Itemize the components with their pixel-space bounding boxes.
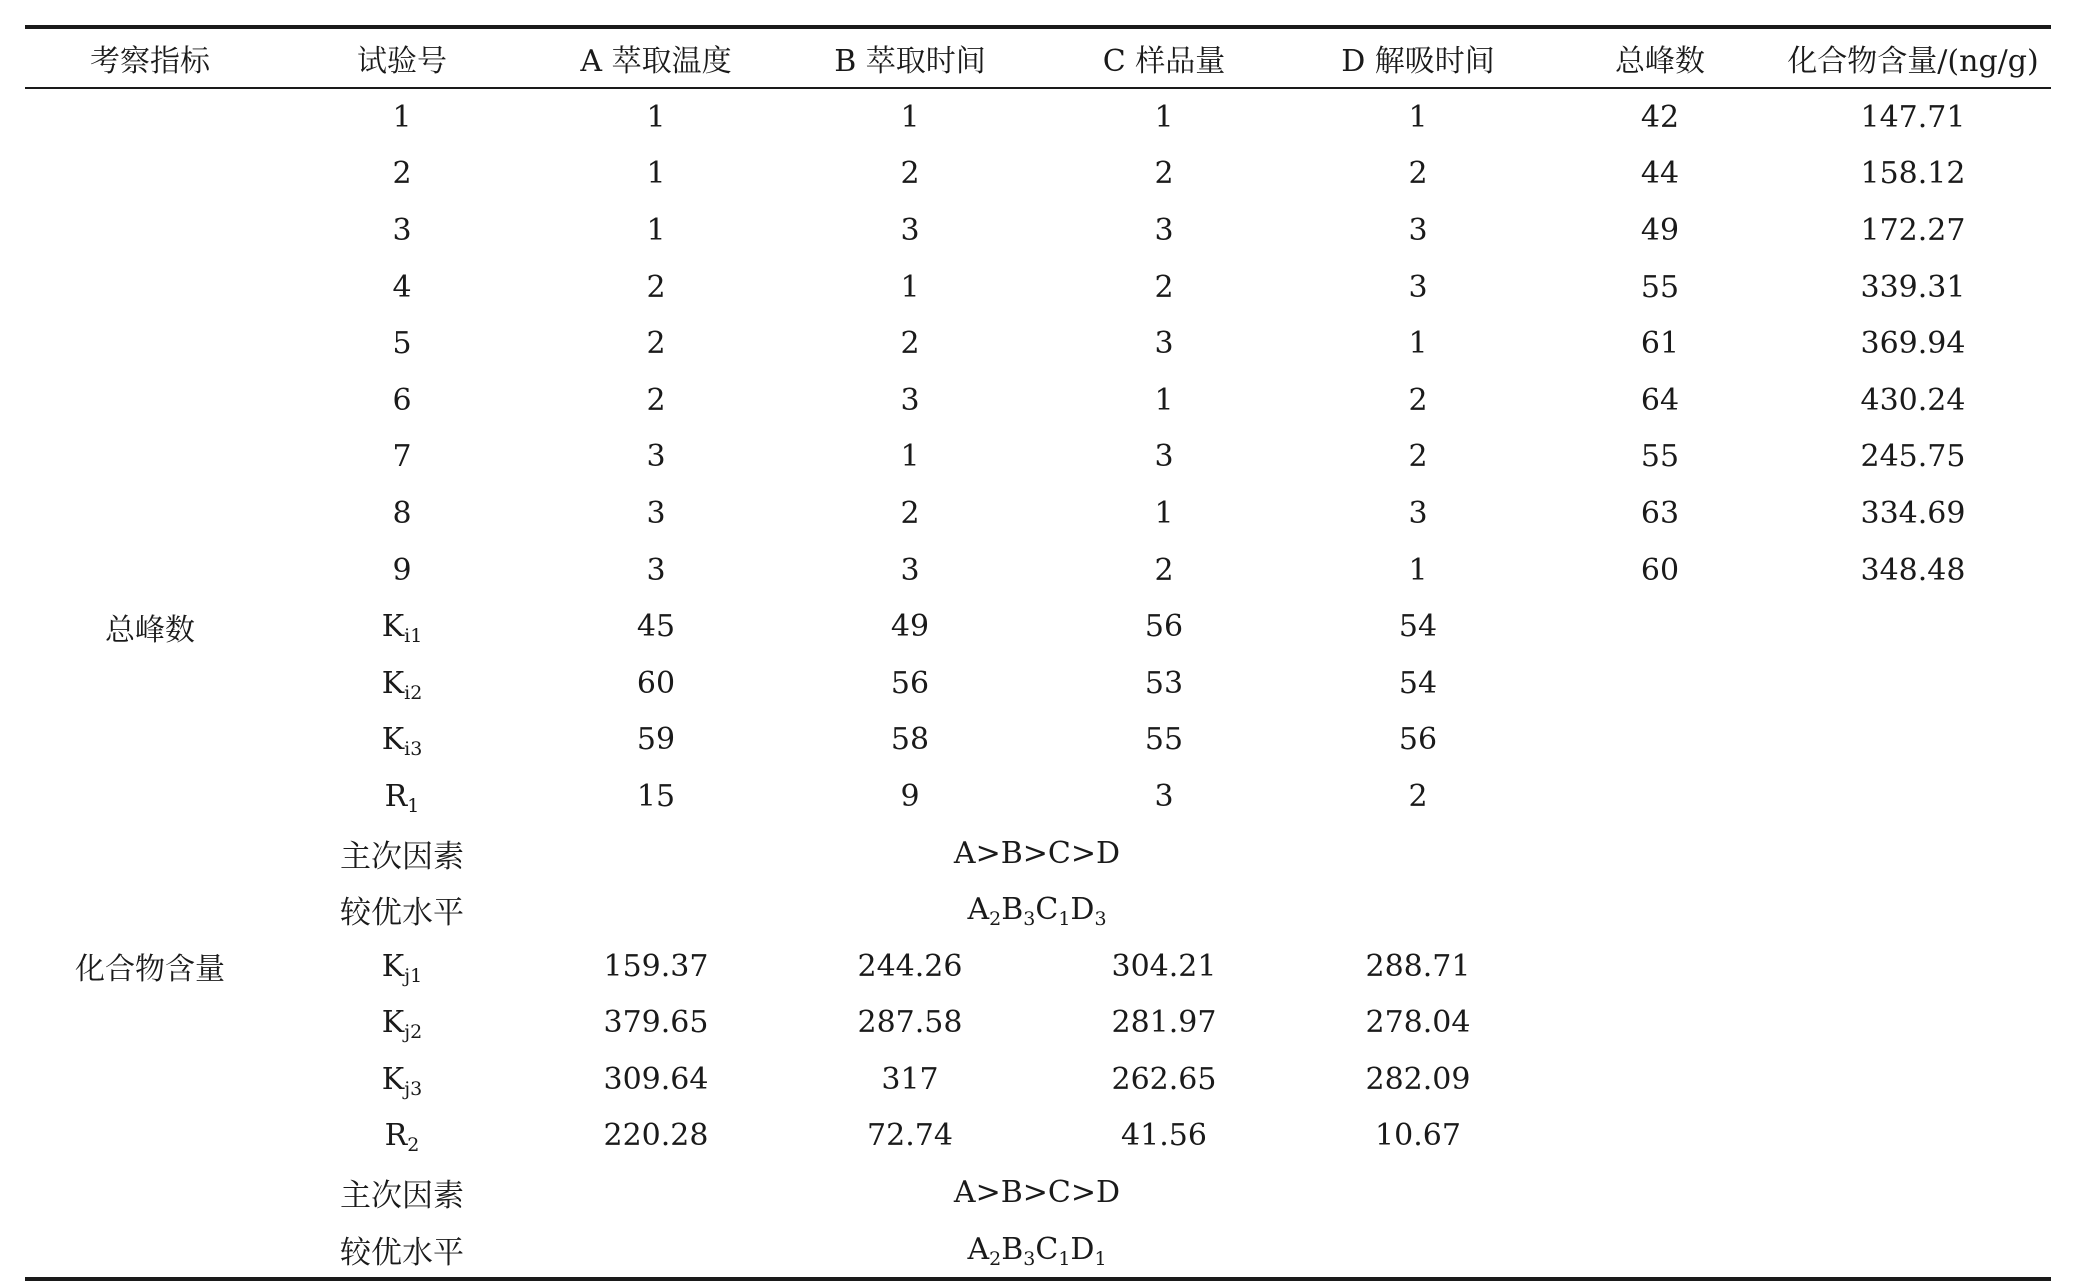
stat-value-c: 304.21 bbox=[1111, 948, 1217, 984]
trial-level-c: 3 bbox=[1154, 326, 1174, 362]
optimal-level-label: 较优水平 bbox=[340, 1234, 464, 1271]
empty-cell bbox=[1775, 938, 2051, 995]
empty-cell bbox=[1775, 881, 2051, 938]
indicator-compound-content: 化合物含量 bbox=[75, 952, 225, 988]
trial-level-a: 2 bbox=[646, 269, 666, 305]
indicator-cell-empty bbox=[25, 315, 275, 372]
empty-cell bbox=[1775, 712, 2051, 769]
stat-value-c: 262.65 bbox=[1111, 1061, 1217, 1097]
peaks-k1-row bbox=[25, 598, 2051, 655]
stat-label: $R_1$ bbox=[384, 778, 420, 817]
factor-order-value: A>B>C>D bbox=[953, 1175, 1121, 1211]
trial-level-b: 2 bbox=[900, 495, 920, 531]
stat-value-b: 58 bbox=[890, 722, 930, 758]
optimal-level-label: 较优水平 bbox=[340, 895, 464, 932]
stat-value-d: 2 bbox=[1408, 778, 1428, 814]
stat-value-b: 56 bbox=[890, 665, 930, 701]
trial-total-peaks: 55 bbox=[1640, 269, 1680, 305]
empty-cell bbox=[1545, 1221, 1775, 1280]
peaks-range-row bbox=[25, 768, 2051, 825]
empty-cell bbox=[25, 825, 275, 882]
empty-cell bbox=[1775, 598, 2051, 655]
trial-level-c: 2 bbox=[1154, 269, 1174, 305]
trial-level-a: 2 bbox=[646, 326, 666, 362]
indicator-cell-empty bbox=[25, 542, 275, 599]
trial-level-b: 3 bbox=[900, 382, 920, 418]
stat-label: $K_{j1}$ bbox=[381, 948, 423, 987]
peaks-k2-row bbox=[25, 655, 2051, 712]
indicator-cell-empty bbox=[25, 259, 275, 316]
trial-level-b: 3 bbox=[900, 212, 920, 248]
trial-no: 2 bbox=[392, 156, 412, 192]
stat-value-b: 244.26 bbox=[857, 948, 963, 984]
stat-value-c: 56 bbox=[1144, 609, 1184, 645]
stat-value-d: 10.67 bbox=[1375, 1118, 1461, 1154]
empty-cell bbox=[25, 712, 275, 769]
empty-cell bbox=[1545, 995, 1775, 1052]
trial-compound-content: 430.24 bbox=[1860, 382, 1966, 418]
empty-cell bbox=[1775, 1108, 2051, 1165]
stat-value-b: 72.74 bbox=[867, 1118, 953, 1154]
stat-label: $K_{i2}$ bbox=[381, 665, 423, 704]
trial-level-d: 1 bbox=[1408, 552, 1428, 588]
optimal-level-value: $A_2B_3C_1D_1$ bbox=[967, 1231, 1107, 1270]
trial-level-c: 2 bbox=[1154, 156, 1174, 192]
stat-label: $R_2$ bbox=[384, 1118, 420, 1157]
trial-total-peaks: 49 bbox=[1640, 212, 1680, 248]
empty-cell bbox=[25, 881, 275, 938]
header-factor-b: B 萃取时间 bbox=[834, 44, 986, 79]
trial-total-peaks: 44 bbox=[1640, 156, 1680, 192]
indicator-cell-empty bbox=[25, 146, 275, 203]
empty-cell bbox=[1545, 768, 1775, 825]
stat-value-d: 54 bbox=[1398, 609, 1438, 645]
trial-level-d: 2 bbox=[1408, 382, 1428, 418]
orthogonal-results-table bbox=[25, 25, 2051, 1281]
trial-row bbox=[25, 259, 2051, 316]
empty-cell bbox=[1775, 1164, 2051, 1221]
content-order-row bbox=[25, 1164, 2051, 1221]
trial-level-c: 1 bbox=[1154, 99, 1174, 135]
trial-compound-content: 147.71 bbox=[1860, 99, 1966, 135]
peaks-optimal-row bbox=[25, 881, 2051, 938]
trial-total-peaks: 60 bbox=[1640, 552, 1680, 588]
trial-row bbox=[25, 485, 2051, 542]
trial-level-d: 2 bbox=[1408, 439, 1428, 475]
trial-row bbox=[25, 146, 2051, 203]
header-compound-content: 化合物含量/(ng/g) bbox=[1787, 44, 2039, 79]
stat-value-a: 220.28 bbox=[603, 1118, 709, 1154]
content-optimal-row bbox=[25, 1221, 2051, 1280]
empty-cell bbox=[1775, 1051, 2051, 1108]
empty-cell bbox=[25, 1164, 275, 1221]
empty-cell bbox=[1545, 938, 1775, 995]
stat-label: $K_{j2}$ bbox=[381, 1005, 423, 1044]
trial-level-d: 1 bbox=[1408, 99, 1428, 135]
content-range-row bbox=[25, 1108, 2051, 1165]
stat-value-d: 288.71 bbox=[1365, 948, 1471, 984]
empty-cell bbox=[1775, 995, 2051, 1052]
stat-value-a: 60 bbox=[636, 665, 676, 701]
trial-compound-content: 339.31 bbox=[1860, 269, 1966, 305]
factor-order-value: A>B>C>D bbox=[953, 835, 1121, 871]
indicator-total-peaks: 总峰数 bbox=[105, 612, 195, 648]
trial-level-b: 2 bbox=[900, 156, 920, 192]
trial-total-peaks: 61 bbox=[1640, 326, 1680, 362]
empty-cell bbox=[1775, 825, 2051, 882]
empty-cell bbox=[25, 995, 275, 1052]
stat-value-b: 317 bbox=[881, 1061, 939, 1097]
content-k2-row bbox=[25, 995, 2051, 1052]
trial-level-b: 3 bbox=[900, 552, 920, 588]
content-k1-row bbox=[25, 938, 2051, 995]
trial-level-d: 3 bbox=[1408, 269, 1428, 305]
trial-level-a: 3 bbox=[646, 439, 666, 475]
stat-value-a: 379.65 bbox=[603, 1005, 709, 1041]
trial-no: 9 bbox=[392, 552, 412, 588]
empty-cell bbox=[1545, 598, 1775, 655]
indicator-cell-empty bbox=[25, 372, 275, 429]
trial-level-d: 3 bbox=[1408, 495, 1428, 531]
trial-row bbox=[25, 88, 2051, 146]
trial-no: 8 bbox=[392, 495, 412, 531]
trial-level-b: 1 bbox=[900, 99, 920, 135]
stat-value-b: 9 bbox=[900, 778, 920, 814]
stat-value-c: 41.56 bbox=[1121, 1118, 1207, 1154]
factor-order-label: 主次因素 bbox=[340, 1178, 464, 1215]
header-indicator: 考察指标 bbox=[90, 44, 210, 79]
stat-label: $K_{j3}$ bbox=[381, 1061, 423, 1100]
trial-level-a: 3 bbox=[646, 495, 666, 531]
stat-value-a: 45 bbox=[636, 609, 676, 645]
empty-cell bbox=[1545, 1164, 1775, 1221]
indicator-cell-empty bbox=[25, 88, 275, 146]
stat-value-c: 55 bbox=[1144, 722, 1184, 758]
empty-cell bbox=[25, 655, 275, 712]
empty-cell bbox=[1545, 1051, 1775, 1108]
trial-row bbox=[25, 315, 2051, 372]
trial-level-c: 1 bbox=[1154, 382, 1174, 418]
trial-level-c: 1 bbox=[1154, 495, 1174, 531]
trial-level-d: 1 bbox=[1408, 326, 1428, 362]
stat-value-d: 278.04 bbox=[1365, 1005, 1471, 1041]
trial-compound-content: 172.27 bbox=[1860, 212, 1966, 248]
empty-cell bbox=[25, 768, 275, 825]
stat-value-a: 59 bbox=[636, 722, 676, 758]
empty-cell bbox=[1545, 712, 1775, 769]
trial-compound-content: 158.12 bbox=[1860, 156, 1966, 192]
trial-compound-content: 348.48 bbox=[1860, 552, 1966, 588]
indicator-cell-empty bbox=[25, 429, 275, 486]
empty-cell bbox=[1775, 1221, 2051, 1280]
trial-total-peaks: 42 bbox=[1640, 99, 1680, 135]
trial-compound-content: 334.69 bbox=[1860, 495, 1966, 531]
optimal-level-value: $A_2B_3C_1D_3$ bbox=[967, 892, 1107, 931]
empty-cell bbox=[1545, 655, 1775, 712]
empty-cell bbox=[1775, 655, 2051, 712]
trial-level-b: 1 bbox=[900, 269, 920, 305]
trial-no: 5 bbox=[392, 326, 412, 362]
trial-level-a: 2 bbox=[646, 382, 666, 418]
trial-level-c: 2 bbox=[1154, 552, 1174, 588]
peaks-k3-row bbox=[25, 712, 2051, 769]
trial-row bbox=[25, 202, 2051, 259]
empty-cell bbox=[25, 1108, 275, 1165]
stat-value-a: 309.64 bbox=[603, 1061, 709, 1097]
trial-level-b: 2 bbox=[900, 326, 920, 362]
stat-value-c: 53 bbox=[1144, 665, 1184, 701]
trial-compound-content: 245.75 bbox=[1860, 439, 1966, 475]
stat-value-b: 49 bbox=[890, 609, 930, 645]
factor-order-label: 主次因素 bbox=[340, 838, 464, 875]
header-factor-c: C 样品量 bbox=[1102, 44, 1226, 79]
empty-cell bbox=[1545, 825, 1775, 882]
header-row bbox=[25, 27, 2051, 88]
stat-value-a: 159.37 bbox=[603, 948, 709, 984]
trial-no: 3 bbox=[392, 212, 412, 248]
empty-cell bbox=[1545, 1108, 1775, 1165]
trial-no: 1 bbox=[392, 99, 412, 135]
header-total-peaks: 总峰数 bbox=[1615, 44, 1705, 79]
header-factor-a: A 萃取温度 bbox=[580, 44, 732, 79]
empty-cell bbox=[1775, 768, 2051, 825]
trial-no: 7 bbox=[392, 439, 412, 475]
trial-total-peaks: 64 bbox=[1640, 382, 1680, 418]
stat-label: $K_{i1}$ bbox=[381, 609, 423, 648]
trial-row bbox=[25, 542, 2051, 599]
stat-value-d: 282.09 bbox=[1365, 1061, 1471, 1097]
header-factor-d: D 解吸时间 bbox=[1341, 44, 1495, 79]
stat-value-c: 3 bbox=[1154, 778, 1174, 814]
trial-level-c: 3 bbox=[1154, 439, 1174, 475]
stat-value-d: 54 bbox=[1398, 665, 1438, 701]
trial-level-c: 3 bbox=[1154, 212, 1174, 248]
content-k3-row bbox=[25, 1051, 2051, 1108]
empty-cell bbox=[25, 1221, 275, 1280]
stat-value-d: 56 bbox=[1398, 722, 1438, 758]
trial-level-b: 1 bbox=[900, 439, 920, 475]
stat-value-c: 281.97 bbox=[1111, 1005, 1217, 1041]
trial-level-a: 1 bbox=[646, 99, 666, 135]
empty-cell bbox=[25, 1051, 275, 1108]
indicator-cell-empty bbox=[25, 202, 275, 259]
peaks-order-row bbox=[25, 825, 2051, 882]
header-trial-no: 试验号 bbox=[357, 44, 447, 79]
trial-total-peaks: 55 bbox=[1640, 439, 1680, 475]
stat-value-a: 15 bbox=[636, 778, 676, 814]
trial-row bbox=[25, 372, 2051, 429]
trial-level-a: 3 bbox=[646, 552, 666, 588]
trial-row bbox=[25, 429, 2051, 486]
orthogonal-results-table-container bbox=[25, 25, 2051, 1281]
trial-compound-content: 369.94 bbox=[1860, 326, 1966, 362]
trial-no: 6 bbox=[392, 382, 412, 418]
indicator-cell-empty bbox=[25, 485, 275, 542]
trial-level-a: 1 bbox=[646, 212, 666, 248]
trial-level-a: 1 bbox=[646, 156, 666, 192]
trial-no: 4 bbox=[392, 269, 412, 305]
stat-label: $K_{i3}$ bbox=[381, 722, 423, 761]
empty-cell bbox=[1545, 881, 1775, 938]
trial-total-peaks: 63 bbox=[1640, 495, 1680, 531]
trial-level-d: 3 bbox=[1408, 212, 1428, 248]
trial-level-d: 2 bbox=[1408, 156, 1428, 192]
stat-value-b: 287.58 bbox=[857, 1005, 963, 1041]
